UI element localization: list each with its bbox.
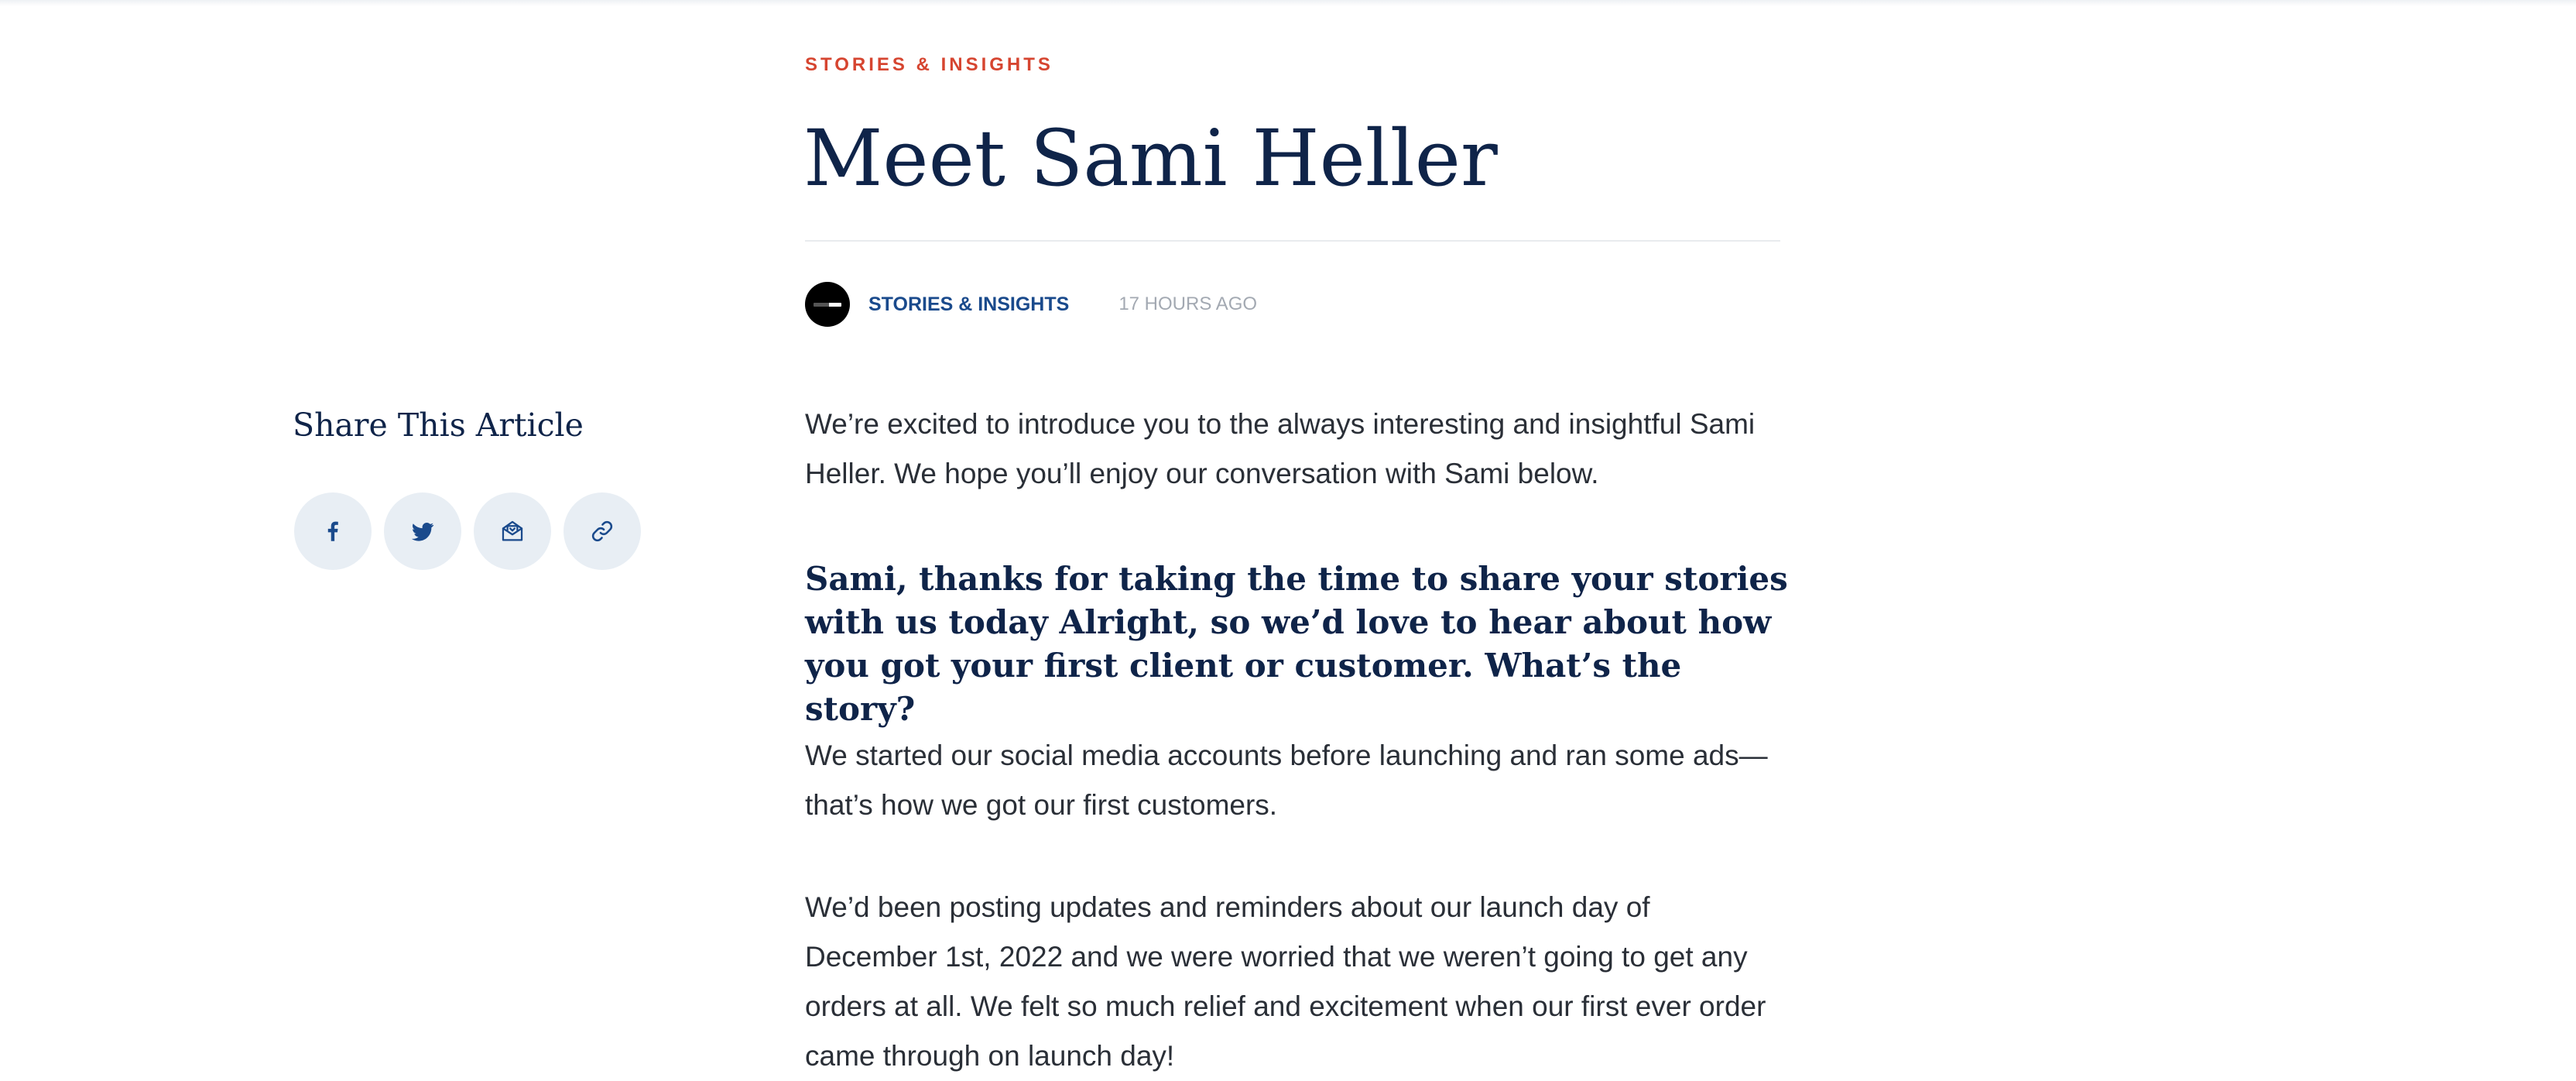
facebook-share-button[interactable]	[294, 492, 372, 570]
avatar[interactable]	[805, 282, 850, 327]
email-share-button[interactable]	[474, 492, 551, 570]
author-link[interactable]: STORIES & INSIGHTS	[868, 293, 1070, 315]
title-divider	[805, 240, 1780, 242]
publish-timestamp: 17 HOURS AGO	[1118, 293, 1258, 314]
avatar-logo-mark	[814, 303, 841, 307]
facebook-icon	[320, 518, 346, 544]
header-shadow	[0, 0, 2576, 6]
share-buttons	[294, 492, 641, 570]
page-title: Meet Sami Heller	[803, 113, 1498, 204]
interview-question: Sami, thanks for taking the time to share your stories with us today Alright, so we’d love to hear about how you got your first client or customer. What’s the story?	[805, 560, 1788, 728]
intro-paragraph: We’re excited to introduce you to the always interesting and insightful Sami Heller. We hope you’ll enjoy our conversation with Sami below.	[805, 408, 1756, 489]
article-body	[805, 400, 1788, 1081]
author-meta	[805, 282, 1257, 327]
copy-link-button[interactable]	[564, 492, 641, 570]
twitter-share-button[interactable]	[384, 492, 461, 570]
answer-paragraph: We’d been posting updates and reminders about our launch day of December 1st, 2022 and we were worried that we weren’t going to get any orders at all. We felt so much relief and excitement when our first ever order came through on launch day!	[805, 891, 1766, 1072]
email-icon	[499, 518, 526, 544]
answer-paragraph: We started our social media accounts before launching and ran some ads—that’s how we got our first customers.	[805, 740, 1768, 821]
twitter-icon	[409, 518, 436, 544]
article-category[interactable]: STORIES & INSIGHTS	[805, 54, 1053, 75]
link-icon	[589, 518, 615, 544]
share-heading: Share This Article	[293, 407, 584, 444]
